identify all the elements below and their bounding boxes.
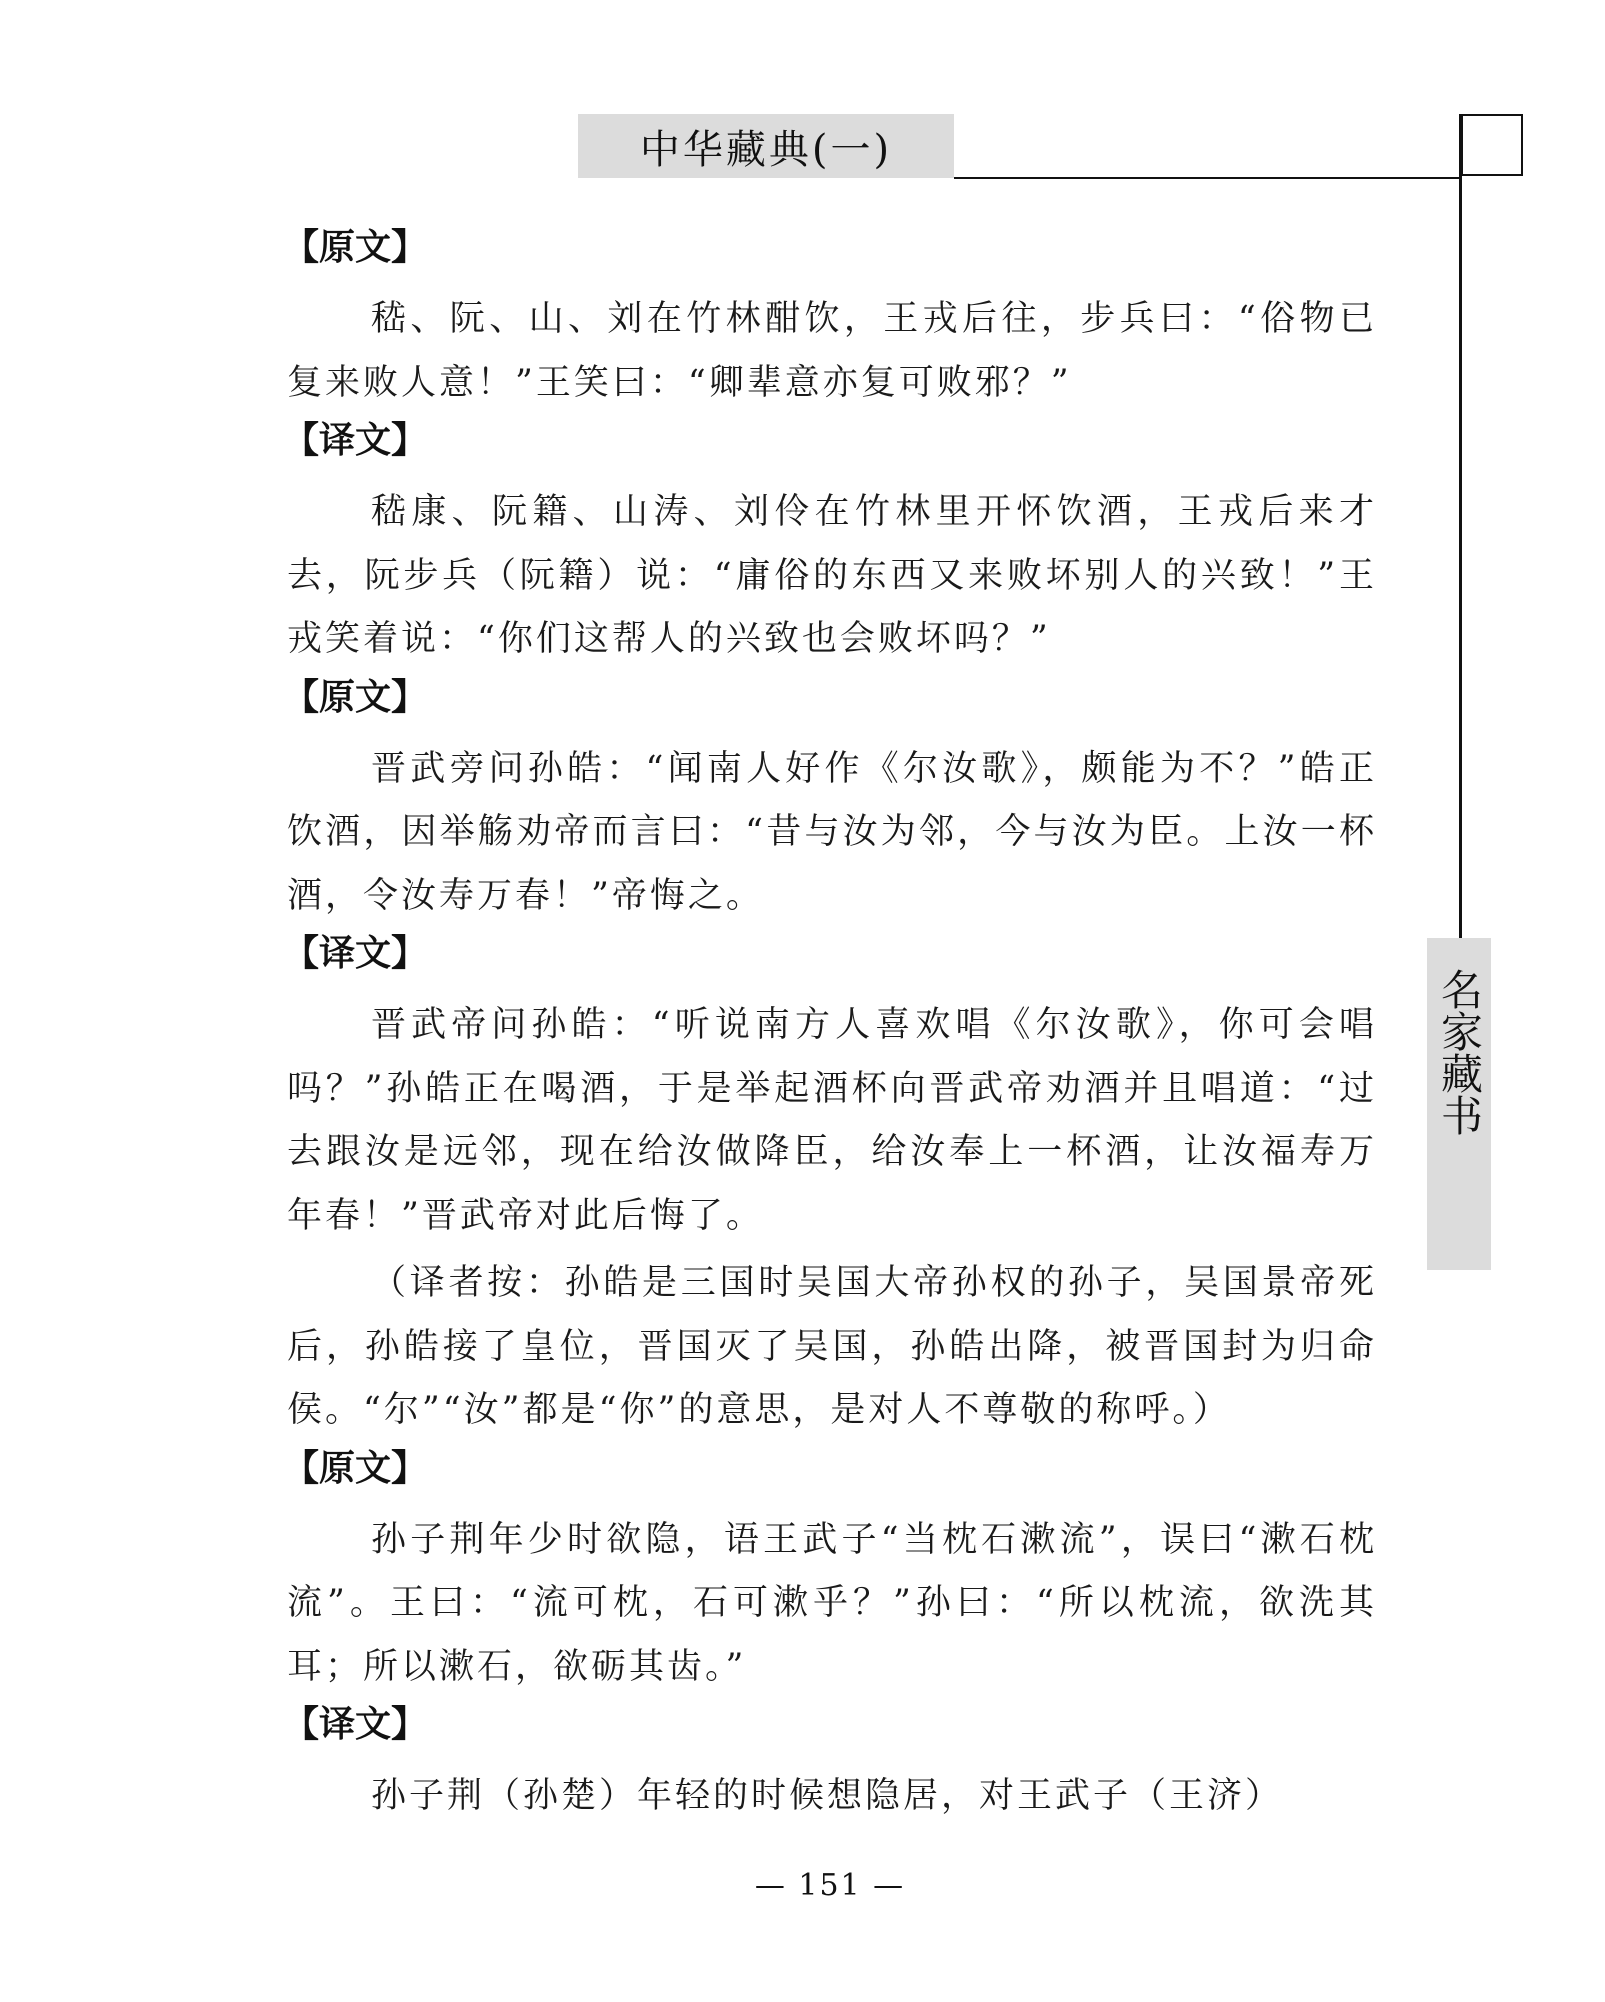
book-title: 中华藏典(一) xyxy=(639,126,893,173)
page-number: — 151 — xyxy=(754,1868,906,1903)
translator-note: （译者按：孙皓是三国时吴国大帝孙权的孙子，吴国景帝死后，孙皓接了皇位，晋国灭了吴国，孙皓出降，被晋国封为归命侯。“尔”“汝”都是“你”的意思，是对人不尊敬的称呼。） xyxy=(287,1263,1377,1430)
side-tab-label: 名家藏书 xyxy=(1435,968,1484,1136)
corner-square-ornament xyxy=(1461,114,1523,176)
section-heading-translation: 【译文】 xyxy=(283,933,428,974)
paragraph: 晋武帝问孙皓：“听说南方人喜欢唱《尔汝歌》，你可会唱吗？”孙皓正在喝酒，于是举起酒杯向晋武帝劝酒并且唱道：“过去跟汝是远邻，现在给汝做降臣，给汝奉上一杯酒，让汝福寿万年春！”晋武帝对此后悔了。 xyxy=(287,1005,1377,1236)
paragraph: 孙子荆（孙楚）年轻的时候想隐居，对王武子（王济） xyxy=(371,1776,1284,1816)
paragraph: 晋武旁问孙皓：“闻南人好作《尔汝歌》，颇能为不？”皓正饮酒，因举觞劝帝而言曰：“昔与汝为邻，今与汝为臣。上汝一杯酒，令汝寿万春！”帝悔之。 xyxy=(287,748,1377,916)
section-heading-translation: 【译文】 xyxy=(283,420,428,461)
header-title-box xyxy=(578,114,954,178)
page-body xyxy=(283,226,1377,1833)
section-heading-translation: 【译文】 xyxy=(283,1704,428,1745)
vertical-rule xyxy=(1459,114,1462,938)
section-heading-original: 【原文】 xyxy=(283,676,428,718)
paragraph: 嵇康、阮籍、山涛、刘伶在竹林里开怀饮酒，王戎后来才去，阮步兵（阮籍）说：“庸俗的东西又来败坏别人的兴致！”王戎笑着说：“你们这帮人的兴致也会败坏吗？” xyxy=(287,492,1377,659)
paragraph: 嵇、阮、山、刘在竹林酣饮，王戎后往，步兵曰：“俗物已复来败人意！”王笑曰：“卿辈意亦复可败邪？” xyxy=(287,299,1377,403)
section-heading-original: 【原文】 xyxy=(283,227,428,268)
paragraph: 孙子荆年少时欲隐，语王武子“当枕石漱流”，误曰“漱石枕流”。王曰：“流可枕，石可漱乎？”孙曰：“所以枕流，欲洗其耳；所以漱石，欲砺其齿。” xyxy=(287,1519,1377,1687)
side-tab xyxy=(1427,938,1491,1270)
header-rule xyxy=(954,177,1460,179)
section-heading-original: 【原文】 xyxy=(283,1447,428,1489)
